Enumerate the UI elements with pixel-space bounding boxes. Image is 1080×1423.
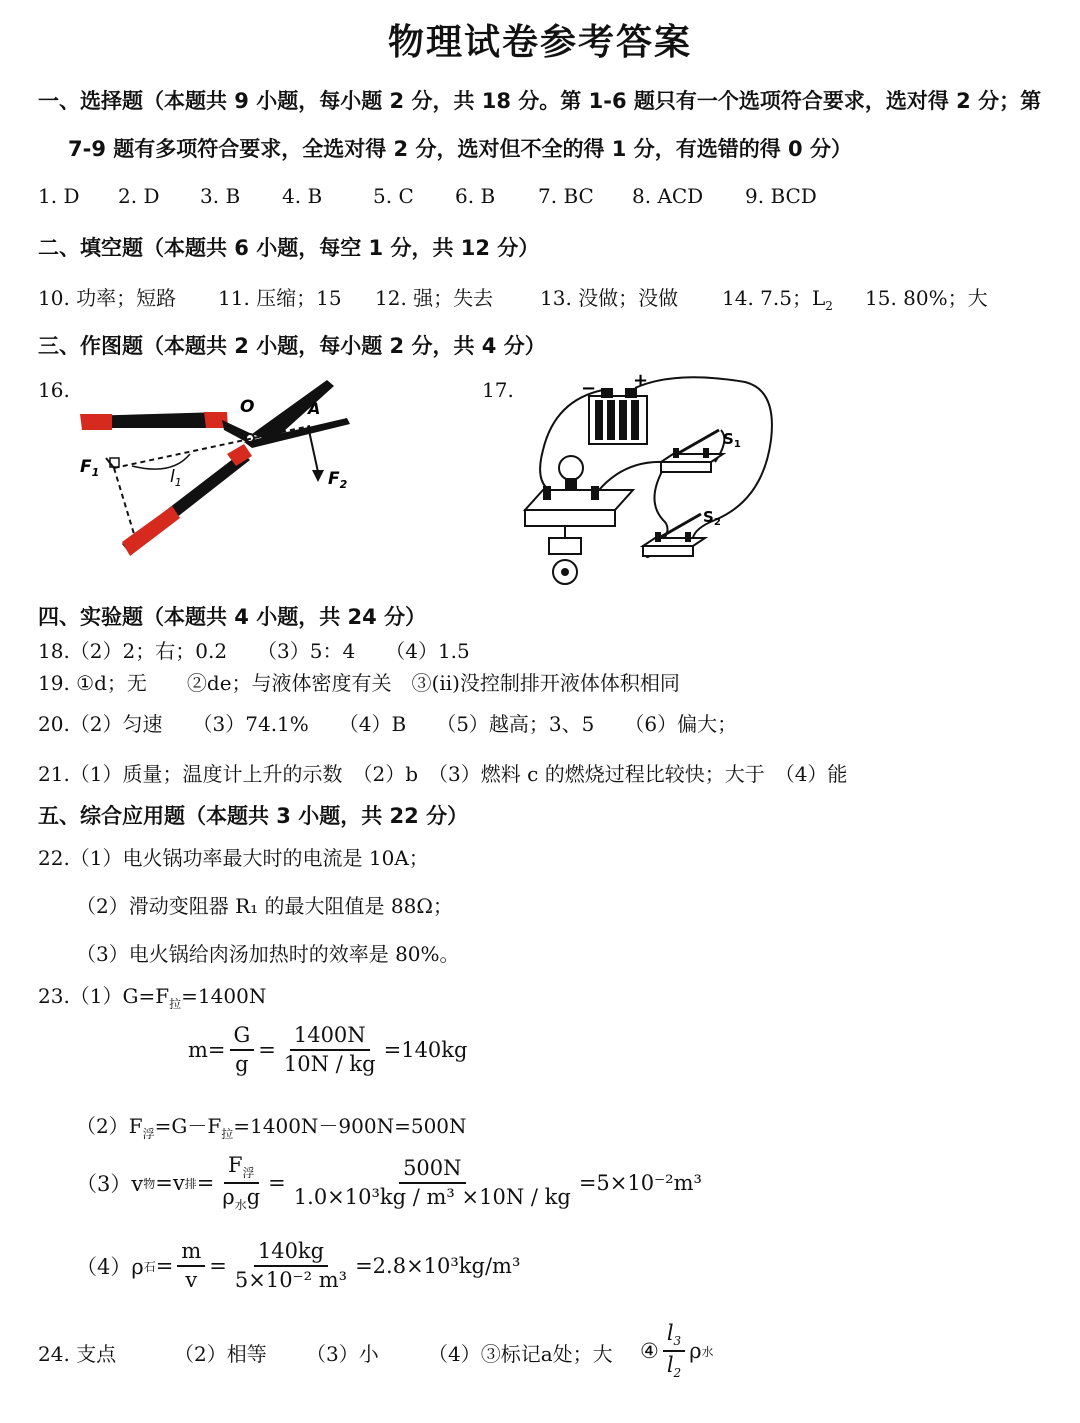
section-1-heading-line2: 7-9 题有多项符合要求，全选对得 2 分，选对但不全的得 1 分，有选错的得 0 分） [68,137,852,161]
equals-sign: = [155,1254,174,1279]
q18-answer: 18.（2）2；右；0.2 （3）5：4 （4）1.5 [38,639,470,663]
lower-device [549,526,581,584]
q23-density-equation [76,1240,520,1292]
section-1-heading-line1: 一、选择题（本题共 9 小题，每小题 2 分，共 18 分。第 1-6 题只有一个选项符合要求，选对得 2 分；第 [38,89,1042,113]
fraction-numerator [663,1322,685,1352]
denominator-end: g [246,1185,261,1210]
fraction-values [231,1240,351,1292]
s2-answer-14 [722,282,833,313]
q24-a3: （3）小 [306,1342,379,1366]
subscript: 2 [673,1366,682,1381]
s1-answer: 3. B [200,184,241,208]
q23-part1-text: 23.（1）G=F [38,984,170,1008]
fraction-values [280,1024,380,1076]
fraction-denominator: 1.0×10³kg / m³ ×10N / kg [293,1185,571,1210]
q24-a5 [640,1322,714,1381]
fraction-numerator: 1400N [290,1024,370,1051]
s1-answer: 4. B [282,184,323,208]
fraction-values [290,1157,575,1209]
label-S1: $S_1$ [723,430,741,450]
s1-answer: 8. ACD [632,184,704,208]
label-A: A [308,399,321,418]
subscript: 浮 [242,1166,255,1181]
equals-sign: = [209,1254,227,1279]
eq-lhs: （3）v [76,1172,144,1197]
switch-s2 [643,514,705,556]
fraction-denominator: 10N / kg [283,1052,376,1077]
q22-line: （2）滑动变阻器 R₁ 的最大阻值是 88Ω； [76,894,453,918]
s2-answer: 15. 80%；大 [865,286,988,310]
subscript: 3 [673,1334,682,1349]
fraction-denominator: v [185,1268,198,1293]
eq-result: =140kg [383,1038,468,1063]
fraction-mv [177,1240,205,1292]
upper-handle-grip [80,414,112,430]
s1-answer: 7. BC [538,184,594,208]
switch-s1 [661,430,723,472]
section-2-heading: 二、填空题（本题共 6 小题，每空 1 分，共 12 分） [38,236,540,260]
q24-a2: （2）相等 [174,1342,267,1366]
fraction-numerator [224,1154,259,1184]
fraction-denominator [663,1352,685,1380]
label-S2: $S_2$ [703,508,721,528]
s2-answer-14-text: 14. 7.5；L [722,286,826,310]
fraction-numerator: 140kg [254,1240,328,1267]
q24-a4: （4）③标记a处；大 [428,1342,613,1366]
s1-answer: 5. C [373,184,414,208]
equals-sign: = [268,1171,286,1196]
eq-lhs: （4）ρ [76,1255,144,1280]
subscript: 石 [143,1259,156,1274]
subscript: 排 [184,1176,197,1191]
fraction-denominator: 5×10⁻² m³ [234,1268,348,1293]
battery [589,388,647,444]
subscript: 拉 [221,1127,234,1141]
rho-symbol: ρ [689,1339,702,1364]
subscript: 水 [234,1198,247,1213]
label-l1: $l_1$ [170,467,182,489]
eq-result: =5×10⁻²m³ [578,1171,702,1196]
q20-answer: 20.（2）匀速 （3）74.1% （4）B （5）越高；3、5 （6）偏大； [38,712,738,736]
q24-a1: 24. 支点 [38,1342,117,1366]
section-5-heading: 五、综合应用题（本题共 3 小题，共 22 分） [38,804,469,828]
s1-answer: 9. BCD [745,184,817,208]
q17-number: 17. [482,378,514,402]
s2-answer: 11. 压缩；15 [218,286,342,310]
eq-result: =2.8×10³kg/m³ [355,1254,521,1279]
subscript: 拉 [169,997,182,1011]
eq-mid: =v [155,1171,185,1196]
fraction-buoyancy [218,1154,264,1213]
numerator-text: F [227,1153,243,1177]
fraction-numerator: m [177,1240,205,1267]
battery-minus: − [581,378,597,399]
s1-answer: 6. B [455,184,496,208]
fraction-denominator: g [235,1052,249,1077]
q23-volume-equation [76,1154,702,1213]
q23-part2-tail: =1400N－900N=500N [233,1114,467,1138]
label-O: O [240,397,255,417]
circled-number: ④ [640,1339,659,1364]
fraction-denominator [218,1184,264,1212]
eq-lhs: m= [188,1038,226,1063]
q19-answer: 19. ①d；无 ②de；与液体密度有关 ③(ii)没控制排开液体体积相同 [38,671,680,695]
page-title: 物理试卷参考答案 [387,22,692,63]
fraction-l3-l2 [663,1322,685,1381]
q23-part2-text: （2）F [76,1114,143,1138]
q23-part2-mid: =G－F [154,1114,222,1138]
fraction-g [230,1024,255,1076]
q21-answer: 21.（1）质量；温度计上升的示数 （2）b （3）燃料 c 的燃烧过程比较快；大于 （4）能 [38,762,848,786]
q23-part2 [76,1110,467,1142]
fraction-numerator: G [230,1024,255,1051]
lever-shears-figure [72,372,372,568]
q23-mass-equation [188,1024,467,1076]
section-3-heading: 三、作图题（本题共 2 小题，每小题 2 分，共 4 分） [38,334,546,358]
subscript: 浮 [142,1127,155,1141]
q23-part1-end: =1400N [181,984,267,1008]
label-F1: $F_1$ [80,457,100,479]
q22-line: 22.（1）电火锅功率最大时的电流是 10A； [38,846,429,870]
fraction-numerator: 500N [399,1157,465,1184]
s1-answer: 2. D [118,184,160,208]
battery-plus: + [633,370,649,391]
denominator-text: l [666,1353,674,1378]
circuit-figure [515,370,790,592]
subscript: 2 [825,299,833,313]
denominator-text: ρ [222,1185,235,1210]
label-F2: $F_2$ [328,469,348,491]
s2-answer: 10. 功率；短路 [38,286,177,310]
lower-handle-grip [122,506,180,556]
subscript: 水 [701,1344,714,1359]
numerator-text: l [666,1321,674,1345]
subscript: 物 [143,1176,156,1191]
q23-part1 [38,980,266,1012]
equals-sign: = [258,1038,276,1063]
s1-answer: 1. D [38,184,80,208]
equals-sign: = [196,1171,215,1196]
q22-line: （3）电火锅给肉汤加热时的效率是 80%。 [76,942,460,966]
section-4-heading: 四、实验题（本题共 4 小题，共 24 分） [38,605,427,629]
s2-answer: 13. 没做；没做 [540,286,679,310]
q16-number: 16. [38,378,70,402]
s2-answer: 12. 强；失去 [375,286,494,310]
lamp-holder [525,456,633,526]
